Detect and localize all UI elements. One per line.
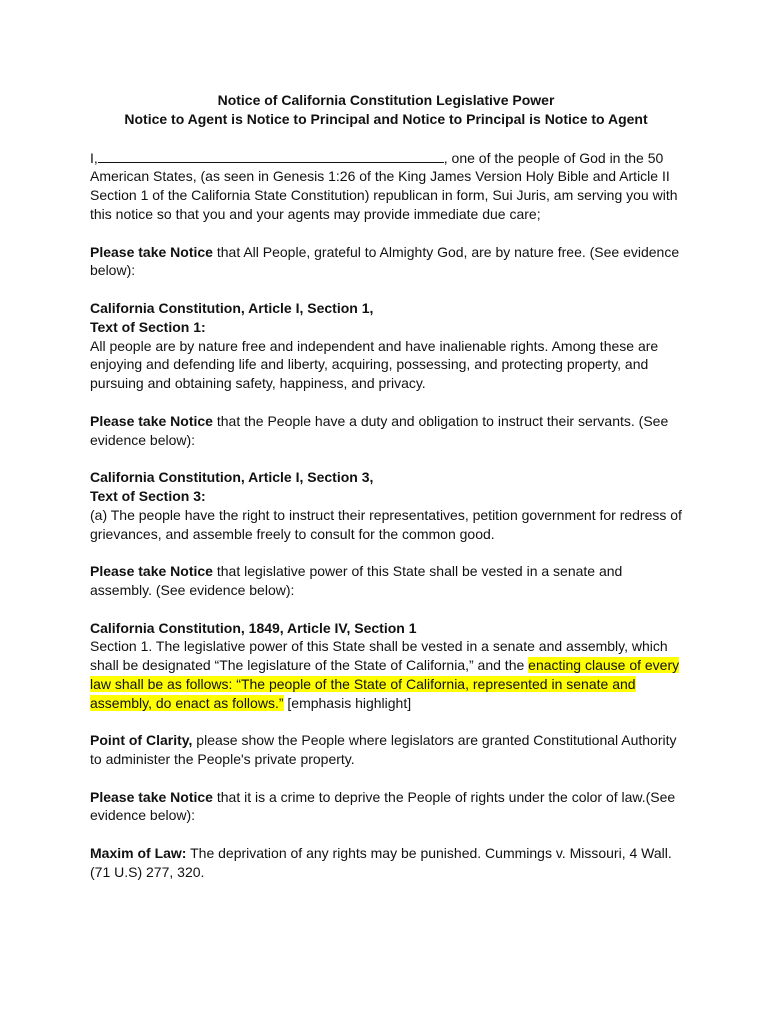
notice-text: that legislative power of this State shall be vested in a senate and assembly. (See evidence below): <box>90 563 623 598</box>
clarity-text: please show the People where legislators are granted Constitutional Authority to administer the People's private property. <box>90 732 677 768</box>
notice-paragraph-4 <box>90 788 682 826</box>
evidence-block-1 <box>90 299 682 393</box>
evidence-heading: California Constitution, 1849, Article IV, Section 1 <box>90 619 417 636</box>
clarity-paragraph <box>90 731 682 769</box>
notice-paragraph-1 <box>90 243 682 281</box>
highlighted-text: enacting clause of every law shall be as follows: “The people of the State of California, represented in senate and assembly, do enact as follows.” <box>90 657 680 711</box>
clarity-lead: Point of Clarity, <box>90 732 193 749</box>
maxim-paragraph <box>90 844 682 882</box>
name-blank-line <box>98 148 444 163</box>
maxim-text: The deprivation of any rights may be punished. Cummings v. Missouri, 4 Wall. (71 U.S) 277, 320. <box>90 845 672 880</box>
notice-paragraph-2 <box>90 412 682 450</box>
evidence-block-3 <box>90 619 682 713</box>
notice-lead: Please take Notice <box>90 563 213 580</box>
evidence-heading: California Constitution, Article I, Section 3, <box>90 469 374 486</box>
evidence-text <box>90 637 682 712</box>
evidence-subheading: Text of Section 1: <box>90 318 206 335</box>
evidence-text-plain: Section 1. The legislative power of this State shall be vested in a senate and assembly, which shall be designated “The legislature of the State of California,” and the <box>90 638 668 674</box>
intro-text: , one of the people of God in the 50 American States, (as seen in Genesis 1:26 of the King James Version Holy Bible and Article II Section 1 of the California State Constitution) republican in form, Sui Juris, am serving you with this notice so that you and your agents may provide immediate due care; <box>90 149 678 222</box>
document-body <box>90 91 682 900</box>
evidence-heading: California Constitution, Article I, Section 1, <box>90 299 374 316</box>
document-subtitle: Notice to Agent is Notice to Principal and Notice to Principal is Notice to Agent <box>124 110 648 127</box>
intro-paragraph <box>90 148 682 224</box>
notice-lead: Please take Notice <box>90 412 213 429</box>
evidence-block-2 <box>90 468 682 543</box>
notice-text: that All People, grateful to Almighty God, are by nature free. (See evidence below): <box>90 243 680 279</box>
document-title: Notice of California Constitution Legislative Power <box>217 92 555 108</box>
intro-prefix: I, <box>90 149 98 166</box>
emphasis-note: [emphasis highlight] <box>283 694 412 711</box>
notice-paragraph-3 <box>90 562 682 600</box>
maxim-lead: Maxim of Law: <box>90 845 187 862</box>
notice-lead: Please take Notice <box>90 788 213 805</box>
notice-lead: Please take Notice <box>90 243 213 260</box>
evidence-text: (a) The people have the right to instruct their representatives, petition government for redress of grievances, and assemble freely to consult for the common good. <box>90 506 682 542</box>
evidence-subheading: Text of Section 3: <box>90 487 206 504</box>
evidence-text: All people are by nature free and independent and have inalienable rights. Among these are enjoying and defending life and liberty, acquiring, possessing, and protecting property, and pursuing and obtaining safety, happiness, and privacy. <box>90 337 659 392</box>
notice-text: that the People have a duty and obligation to instruct their servants. (See evidence below): <box>90 412 669 448</box>
notice-text: that it is a crime to deprive the People of rights under the color of law.(See evidence below): <box>90 788 676 824</box>
